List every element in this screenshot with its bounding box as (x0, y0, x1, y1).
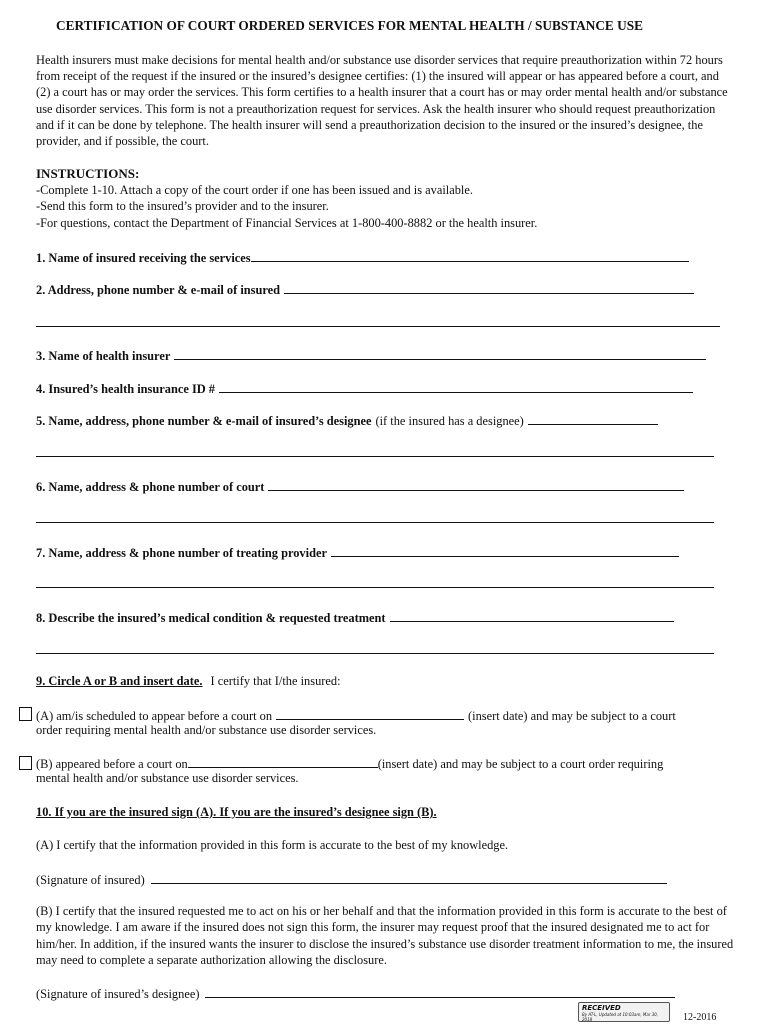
designee-signature-field[interactable] (205, 985, 675, 998)
option-a-text: (A) am/is scheduled to appear before a court on (36, 709, 273, 723)
insurance-id-field[interactable] (219, 380, 693, 393)
form-version: 12-2016 (683, 1012, 717, 1023)
question-5-note: (if the insured has a designee) (375, 414, 524, 428)
condition-treatment-field-line-2[interactable] (36, 653, 714, 654)
option-a-line-2: order requiring mental health and/or substance use disorder services. (36, 723, 377, 737)
insured-signature-row (36, 871, 667, 888)
question-9-lead: I certify that I/the insured: (210, 674, 341, 688)
option-b-line-1 (36, 755, 663, 772)
instructions-block (36, 166, 537, 231)
option-a-checkbox[interactable] (19, 707, 32, 721)
question-1 (36, 249, 689, 266)
court-field-line-2[interactable] (36, 522, 714, 523)
question-7 (36, 544, 679, 561)
court-appeared-date-field[interactable] (188, 755, 378, 768)
option-b-checkbox[interactable] (19, 756, 32, 770)
insured-address-field[interactable] (284, 281, 694, 294)
certify-a-text: (A) I certify that the information provided in this form is accurate to the best of my knowledge. (36, 838, 509, 852)
question-10 (36, 805, 437, 820)
question-6-label: 6. Name, address & phone number of court (36, 480, 265, 494)
certify-b-text: (B) I certify that the insured requested me to act on his or her behalf and that the information provided in this form is accurate to the best of my knowledge. I am aware if the insured does not sign this form, the insurer may request proof that the insured designated me to act for him/her. In addition, if the insured wants the insurer to disclose the insured’s substance use disorder treatment information to me, the insured may need to complete a separate authorization allowing the disclosure. (36, 904, 734, 968)
health-insurer-field[interactable] (174, 347, 706, 360)
question-2 (36, 281, 694, 298)
question-3-label: 3. Name of health insurer (36, 349, 171, 363)
option-a-text-cont: (insert date) and may be subject to a court (468, 709, 676, 723)
received-stamp (578, 1002, 670, 1022)
question-9 (36, 674, 341, 689)
instruction-item: -For questions, contact the Department of Financial Services at 1-800-400-8882 or the health insurer. (36, 215, 538, 230)
question-4 (36, 380, 693, 397)
question-8-label: 8. Describe the insured’s medical condition & requested treatment (36, 611, 386, 625)
question-4-label: 4. Insured’s health insurance ID # (36, 382, 216, 396)
question-3 (36, 347, 706, 364)
insured-signature-field[interactable] (151, 871, 667, 884)
received-stamp-label: RECEIVED (582, 1004, 621, 1012)
question-2-label: 2. Address, phone number & e-mail of insured (36, 283, 281, 297)
designee-signature-row (36, 985, 675, 1002)
insured-address-field-line-2[interactable] (36, 326, 720, 327)
designee-field-line-2[interactable] (36, 456, 714, 457)
question-9-heading: 9. Circle A or B and insert date. (36, 674, 203, 688)
instructions-heading: INSTRUCTIONS: (36, 166, 140, 181)
instruction-item: -Send this form to the insured’s provider and to the insurer. (36, 199, 329, 214)
provider-field-line-2[interactable] (36, 587, 714, 588)
question-5 (36, 412, 658, 429)
designee-signature-label: (Signature of insured’s designee) (36, 987, 200, 1001)
instruction-item: -Complete 1-10. Attach a copy of the court order if one has been issued and is available. (36, 183, 473, 198)
option-b-line-2: mental health and/or substance use disorder services. (36, 771, 299, 785)
designee-field[interactable] (528, 412, 658, 425)
received-stamp-subtext: By AT-L, Updated at 10:03am, Mar 30, 2018 (582, 1012, 659, 1022)
question-8 (36, 609, 674, 626)
condition-treatment-field[interactable] (390, 609, 674, 622)
insured-name-field[interactable] (251, 249, 689, 262)
court-field[interactable] (268, 478, 684, 491)
insured-signature-label: (Signature of insured) (36, 873, 145, 887)
option-b-text-cont: (insert date) and may be subject to a court order requiring (377, 757, 664, 771)
provider-field[interactable] (331, 544, 679, 557)
question-6 (36, 478, 684, 495)
option-b-text: (B) appeared before a court on (36, 757, 188, 771)
option-a-line-1 (36, 707, 676, 724)
intro-paragraph: Health insurers must make decisions for mental health and/or substance use disorder services that require preauthorization within 72 hours from receipt of the request if the insured or the insured’s designee certifies: (1) the insured will appear or has appeared before a court, and (2) a court has or may order the services. This form certifies to a health insurer that a court has or may order mental health and/or substance use disorder services. This form is not a preauthorization request for services. Ask the health insurer who should request preauthorization and if it can be done by telephone. The health insurer will send a preauthorization decision to the insured or the insured’s designee, the provider, and if possible, the court. (36, 53, 728, 149)
question-10-heading: 10. If you are the insured sign (A). If you are the insured’s designee sign (B). (36, 805, 437, 819)
question-1-label: 1. Name of insured receiving the services (36, 251, 251, 265)
question-5-label: 5. Name, address, phone number & e-mail of insured’s designee (36, 414, 372, 428)
question-7-label: 7. Name, address & phone number of treating provider (36, 546, 327, 560)
form-title: CERTIFICATION OF COURT ORDERED SERVICES FOR MENTAL HEALTH / SUBSTANCE USE (56, 18, 643, 33)
court-appearance-date-field[interactable] (276, 707, 464, 720)
